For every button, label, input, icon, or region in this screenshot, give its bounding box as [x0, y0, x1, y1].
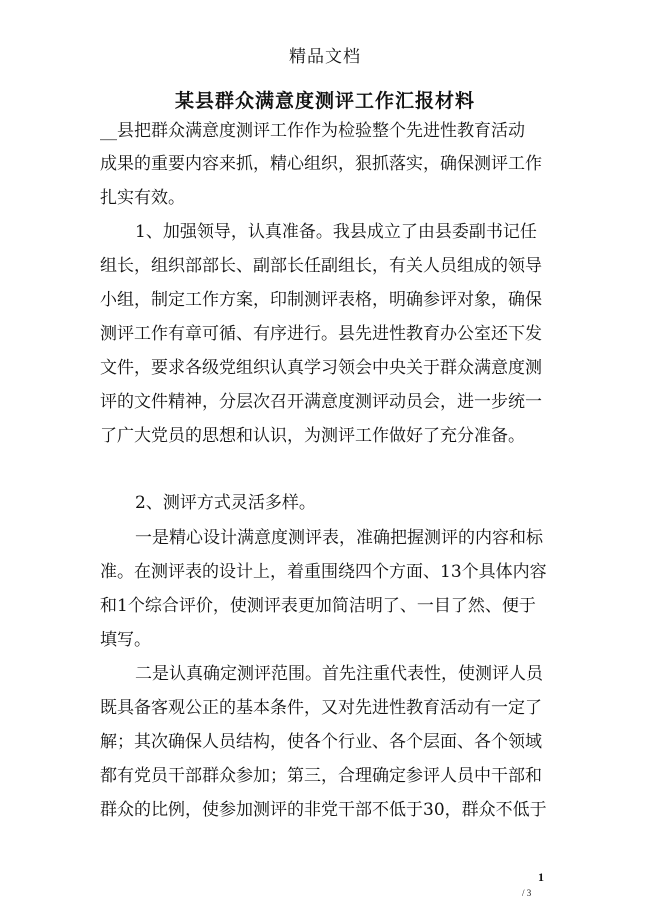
body-line: 都有党员干部群众参加；第三，合理确定参评人员中干部和: [100, 766, 542, 786]
body-line: 1、加强领导，认真准备。我县成立了由县委副书记任: [135, 222, 537, 242]
body-line: 二是认真确定测评范围。首先注重代表性，使测评人员: [135, 664, 543, 684]
document-title: 某县群众满意度测评工作汇报材料: [174, 90, 475, 112]
body-line: 群众的比例，使参加测评的非党干部不低于30，群众不低于: [100, 800, 547, 820]
body-line: 解；其次确保人员结构，使各个行业、各个层面、各个领域: [100, 732, 542, 752]
body-line: 2、测评方式灵活多样。: [135, 493, 316, 513]
page-count: / 3: [522, 888, 532, 898]
page-number: 1: [538, 870, 544, 884]
body-line: __县把群众满意度测评工作作为检验整个先进性教育活动: [100, 121, 525, 141]
body-line: 了广大党员的思想和认识，为测评工作做好了充分准备。: [100, 426, 525, 446]
body-line: 组长，组织部部长、副部长任副组长，有关人员组成的领导: [100, 256, 542, 276]
body-line: 既具备客观公正的基本条件，又对先进性教育活动有一定了: [100, 698, 542, 718]
body-line: 和1个综合评价，使测评表更加简洁明了、一目了然、便于: [100, 596, 536, 616]
body-line: 测评工作有章可循、有序进行。县先进性教育办公室还下发: [100, 324, 542, 344]
page-header: 精品文档: [289, 47, 361, 67]
body-line: 扎实有效。: [100, 188, 185, 208]
body-line: 一是精心设计满意度测评表，准确把握测评的内容和标: [135, 528, 543, 548]
body-line: 准。在测评表的设计上，着重围绕四个方面、13个具体内容: [100, 562, 547, 582]
body-line: 文件，要求各级党组织认真学习领会中央关于群众满意度测: [100, 358, 542, 378]
body-line: 评的文件精神，分层次召开满意度测评动员会，进一步统一: [100, 392, 542, 412]
body-line: 小组，制定工作方案，印制测评表格，明确参评对象，确保: [100, 290, 542, 310]
body-line: 填写。: [100, 630, 151, 650]
body-line: 成果的重要内容来抓，精心组织，狠抓落实，确保测评工作: [100, 154, 542, 174]
